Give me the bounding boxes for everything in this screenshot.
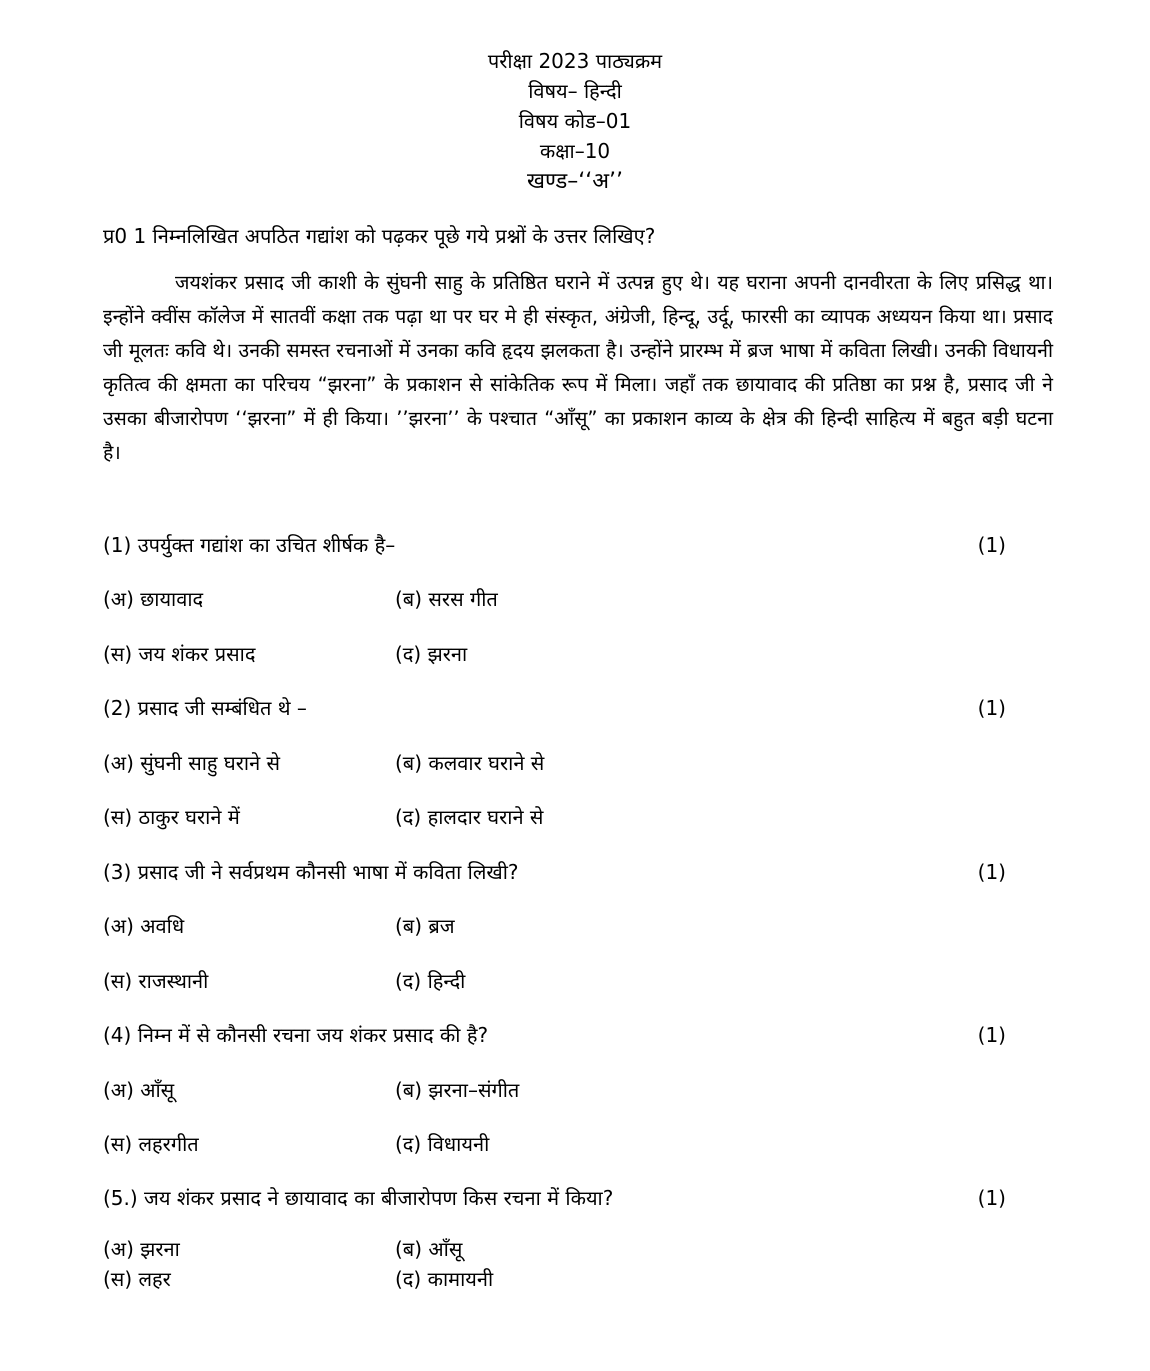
option-b: (ब) कलवार घराने से	[395, 751, 545, 775]
question-2	[103, 692, 1006, 724]
option-c: (स) लहरगीत	[103, 1132, 199, 1156]
options-row	[103, 583, 1006, 615]
option-d: (द) हालदार घराने से	[395, 805, 544, 829]
option-d: (द) विधायनी	[395, 1132, 490, 1156]
options-row	[103, 747, 1006, 779]
options-row	[103, 1074, 1006, 1106]
option-c: (स) ठाकुर घराने में	[103, 805, 240, 829]
options-row	[103, 1128, 1006, 1160]
options-row	[103, 1233, 1006, 1265]
option-a: (अ) अवधि	[103, 914, 185, 938]
question-text: (1) उपर्युक्त गद्यांश का उचित शीर्षक है–	[103, 533, 396, 557]
question-marks: (1)	[977, 533, 1006, 557]
option-d: (द) कामायनी	[395, 1267, 494, 1291]
class-label: कक्षा–10	[539, 139, 611, 163]
question-text: (2) प्रसाद जी सम्बंधित थे –	[103, 696, 307, 720]
question-1	[103, 529, 1006, 561]
option-a: (अ) झरना	[103, 1237, 180, 1261]
question-instruction: प्र0 1 निम्नलिखित अपठित गद्यांश को पढ़कर पूछे गये प्रश्नों के उत्तर लिखिए?	[103, 224, 656, 248]
option-a: (अ) सुंघनी साहु घराने से	[103, 751, 281, 775]
option-c: (स) लहर	[103, 1267, 171, 1291]
question-5	[103, 1182, 1006, 1214]
option-b: (ब) झरना–संगीत	[395, 1078, 520, 1102]
options-row	[103, 910, 1006, 942]
option-a: (अ) आँसू	[103, 1078, 175, 1102]
unseen-passage: जयशंकर प्रसाद जी काशी के सुंघनी साहु के प्रतिष्ठित घराने में उत्पन्न हुए थे। यह घराना अपनी दानवीरता के लिए प्रसिद्ध था। इन्होंने क्वींस कॉलेज में सातवीं कक्षा तक पढ़ा था पर घर मे ही संस्कृत, अंग्रेजी, हिन्दू, उर्दू, फारसी का व्यापक अध्ययन किया था। प्रसाद जी मूलतः कवि थे। उनकी समस्त रचनाओं में उनका कवि हृदय झलकता है। उन्होंने प्रारम्भ में ब्रज भाषा में कविता लिखी। उनकी विधायनी कृतित्व की क्षमता का परिचय “झरना” के प्रकाशन से सांकेतिक रूप में मिला। जहाँ तक छायावाद की प्रतिष्ठा का प्रश्न है, प्रसाद जी ने उसका बीजारोपण ‘‘झरना” में ही किया। ’’झरना’’ के पश्चात “आँसू” का प्रकाशन काव्य के क्षेत्र की हिन्दी साहित्य में बहुत बड़ी घटना है।	[103, 271, 1053, 464]
option-b: (ब) सरस गीत	[395, 587, 498, 611]
question-text: (4) निम्न में से कौनसी रचना जय शंकर प्रसाद की है?	[103, 1023, 489, 1047]
subject-name: विषय– हिन्दी	[528, 79, 622, 103]
options-row	[103, 965, 1006, 997]
question-marks: (1)	[977, 696, 1006, 720]
option-d: (द) झरना	[395, 642, 468, 666]
option-c: (स) राजस्थानी	[103, 969, 209, 993]
option-a: (अ) छायावाद	[103, 587, 204, 611]
question-3	[103, 856, 1006, 888]
options-row	[103, 801, 1006, 833]
question-marks: (1)	[977, 1186, 1006, 1210]
exam-year-syllabus: परीक्षा 2023 पाठ्यक्रम	[487, 49, 663, 73]
question-marks: (1)	[977, 1023, 1006, 1047]
option-b: (ब) ब्रज	[395, 914, 455, 938]
option-b: (ब) आँसू	[395, 1237, 463, 1261]
question-marks: (1)	[977, 860, 1006, 884]
question-4	[103, 1019, 1006, 1051]
question-text: (3) प्रसाद जी ने सर्वप्रथम कौनसी भाषा में कविता लिखी?	[103, 860, 519, 884]
option-c: (स) जय शंकर प्रसाद	[103, 642, 256, 666]
section-label: खण्ड–‘‘अ’’	[527, 169, 623, 194]
options-row	[103, 1263, 1006, 1295]
subject-code: विषय कोड–01	[518, 109, 632, 133]
options-row	[103, 638, 1006, 670]
paper-header	[0, 46, 1150, 198]
question-text: (5.) जय शंकर प्रसाद ने छायावाद का बीजारोपण किस रचना में किया?	[103, 1186, 614, 1210]
option-d: (द) हिन्दी	[395, 969, 466, 993]
